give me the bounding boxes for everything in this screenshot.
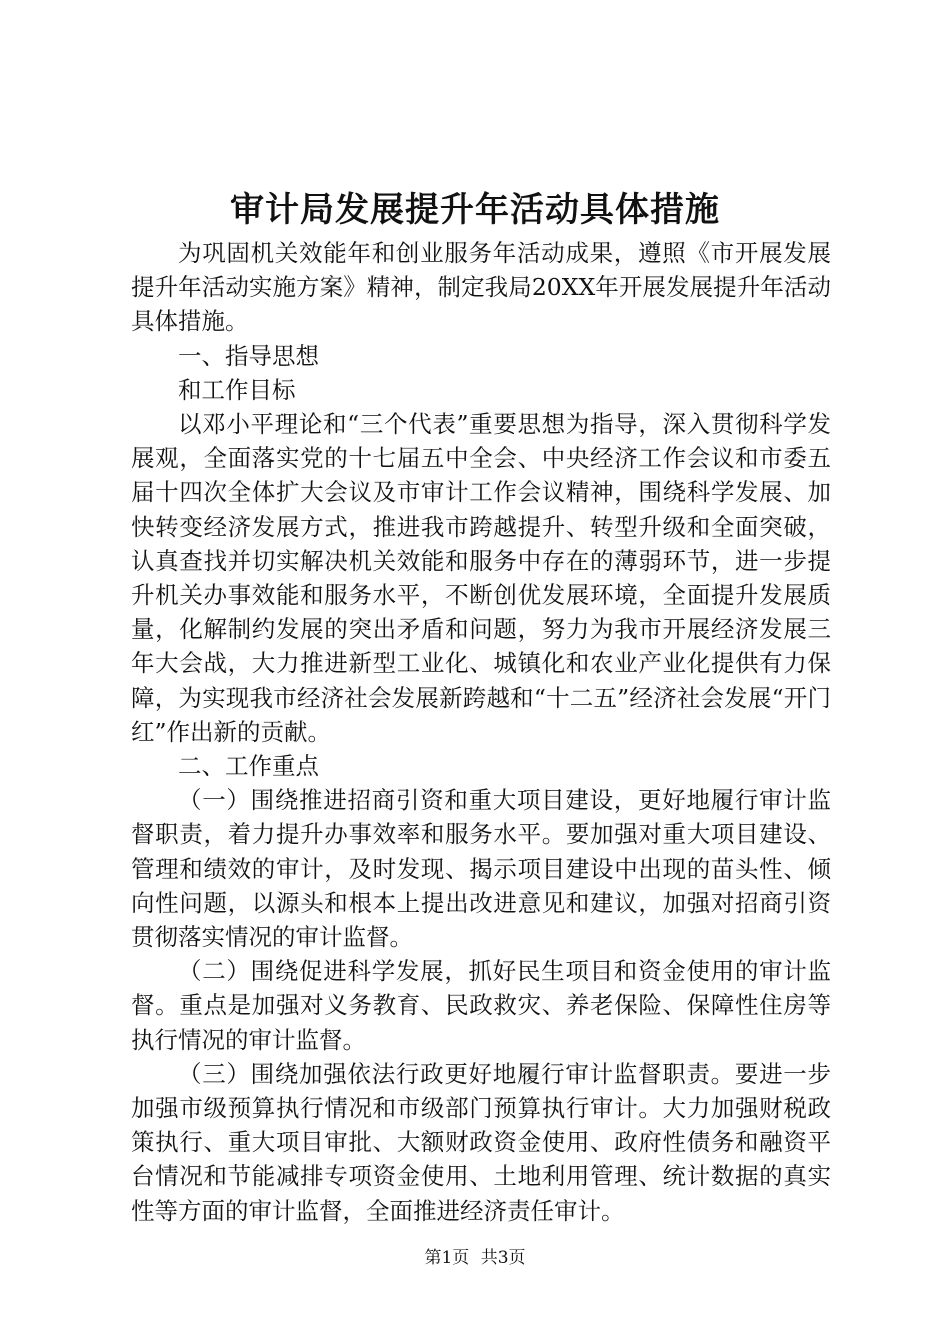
focus-item-2: （二）围绕促进科学发展，抓好民生项目和资金使用的审计监督。重点是加强对义务教育、民政救灾、养老保险、保障性住房等执行情况的审计监督。 bbox=[131, 957, 831, 1054]
document-title: 审计局发展提升年活动具体措施 bbox=[230, 190, 720, 230]
section-heading-work-goal: 和工作目标 bbox=[178, 375, 296, 404]
section-heading-guiding-thought: 一、指导思想 bbox=[178, 341, 319, 370]
focus-item-1: （一）围绕推进招商引资和重大项目建设，更好地履行审计监督职责，着力提升办事效率和服务水平。要加强对重大项目建设、管理和绩效的审计，及时发现、揭示项目建设中出现的苗头性、倾向性问题，以源头和根本上提出改进意见和建议，加强对招商引资贯彻落实情况的审计监督。 bbox=[131, 786, 831, 952]
page-number: 第1页 bbox=[424, 1248, 470, 1268]
page-total: 共3页 bbox=[480, 1248, 526, 1268]
page-footer bbox=[0, 1246, 950, 1270]
intro-paragraph: 为巩固机关效能年和创业服务年活动成果，遵照《市开展发展提升年活动实施方案》精神，制定我局20XX年开展发展提升年活动具体措施。 bbox=[131, 239, 831, 336]
document-body bbox=[131, 236, 831, 1228]
focus-item-3: （三）围绕加强依法行政更好地履行审计监督职责。要进一步加强市级预算执行情况和市级部门预算执行审计。大力加强财税政策执行、重大项目审批、大额财政资金使用、政府性债务和融资平台情况和节能减排专项资金使用、土地利用管理、统计数据的真实性等方面的审计监督，全面推进经济责任审计。 bbox=[131, 1059, 831, 1225]
guiding-thought-paragraph: 以邓小平理论和“三个代表”重要思想为指导，深入贯彻科学发展观，全面落实党的十七届五中全会、中央经济工作会议和市委五届十四次全体扩大会议及市审计工作会议精神，围绕科学发展、加快转变经济发展方式，推进我市跨越提升、转型升级和全面突破，认真查找并切实解决机关效能和服务中存在的薄弱环节，进一步提升机关办事效能和服务水平，不断创优发展环境，全面提升发展质量，化解制约发展的突出矛盾和问题，努力为我市开展经济发展三年大会战，大力推进新型工业化、城镇化和农业产业化提供有力保障，为实现我市经济社会发展新跨越和“十二五”经济社会发展“开门红”作出新的贡献。 bbox=[131, 410, 831, 746]
section-heading-work-focus: 二、工作重点 bbox=[178, 752, 319, 781]
